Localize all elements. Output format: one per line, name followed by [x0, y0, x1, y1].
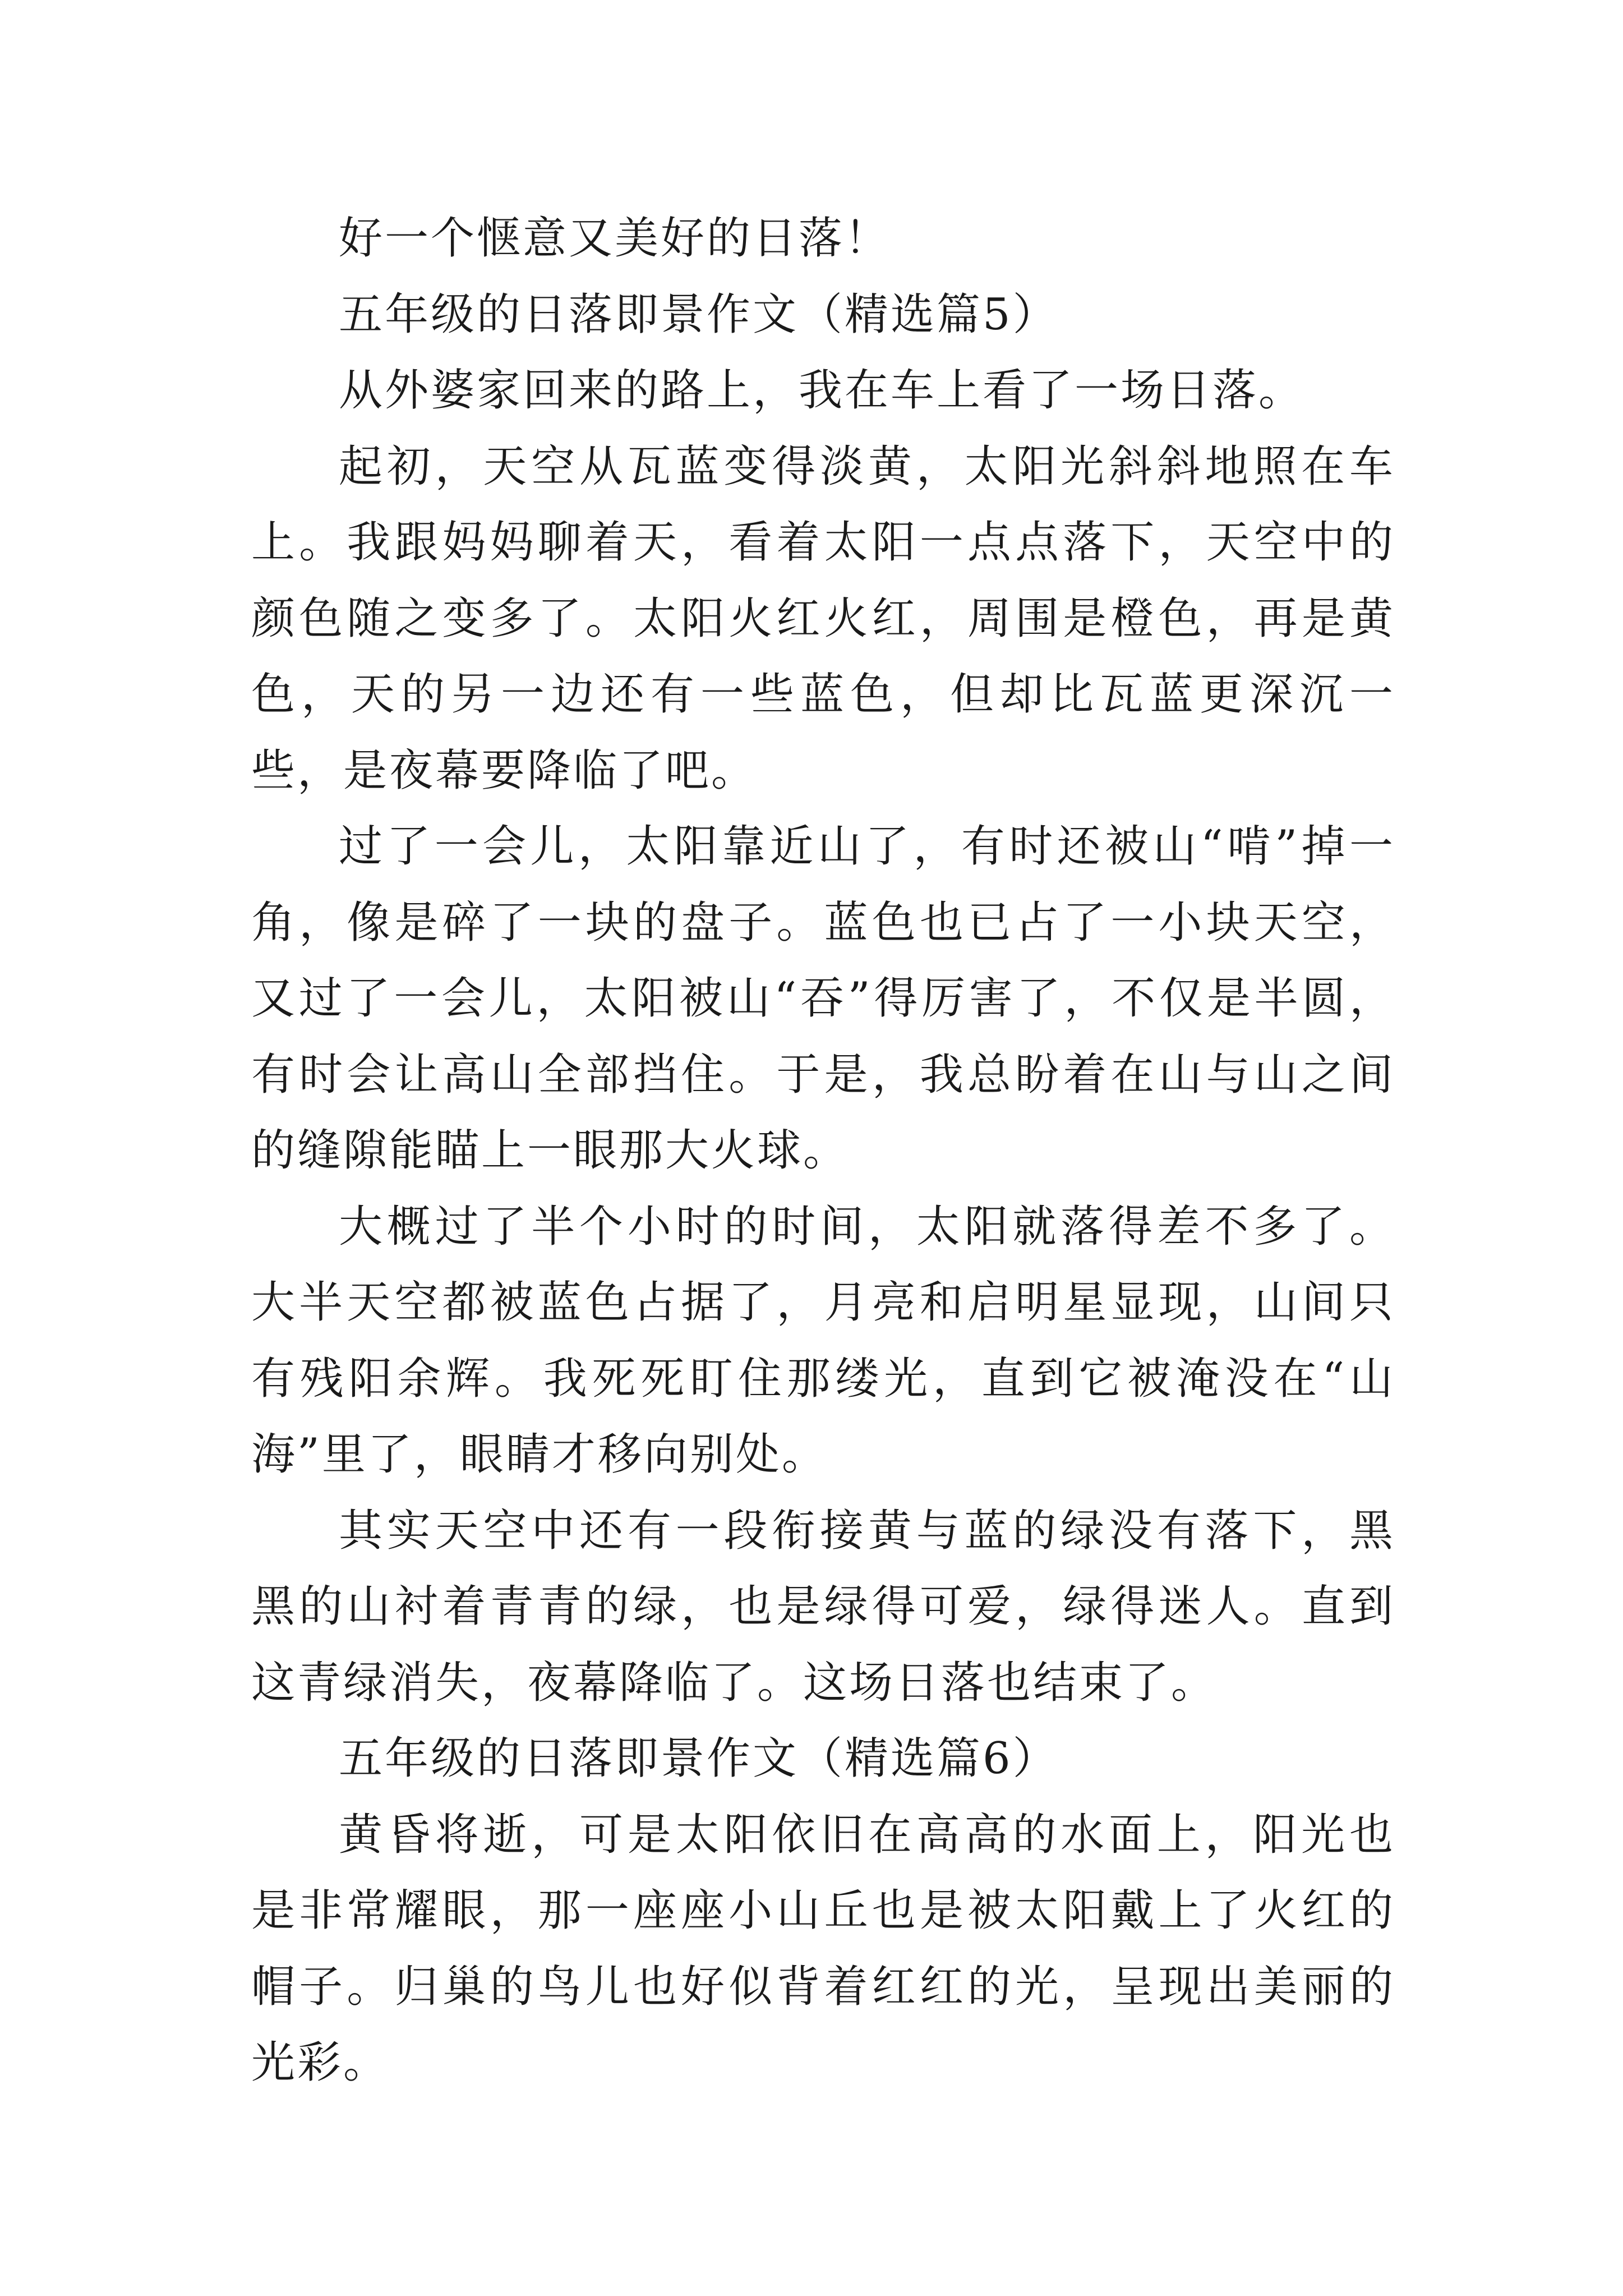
paragraph: 其实天空中还有一段衔接黄与蓝的绿没有落下，黑黑的山衬着青青的绿，也是绿得可爱，绿得迷人。直到这青绿消失，夜幕降临了。这场日落也结束了。: [251, 1505, 1395, 1708]
section-heading-6: 五年级的日落即景作文（精选篇6）: [339, 1733, 1059, 1784]
paragraph: 起初，天空从瓦蓝变得淡黄，太阳光斜斜地照在车上。我跟妈妈聊着天，看着太阳一点点落下，天空中的颜色随之变多了。太阳火红火红，周围是橙色，再是黄色，天的另一边还有一些蓝色，但却比瓦蓝更深沉一些，是夜幕要降临了吧。: [251, 441, 1395, 796]
section-heading-5: 五年级的日落即景作文（精选篇5）: [339, 289, 1059, 340]
paragraph: 从外婆家回来的路上，我在车上看了一场日落。: [339, 365, 1305, 416]
paragraph-closing-line: 好一个惬意又美好的日落！: [339, 213, 891, 264]
paragraph: 大概过了半个小时的时间，太阳就落得差不多了。大半天空都被蓝色占据了，月亮和启明星显现，山间只有残阳余辉。我死死盯住那缕光，直到它被淹没在“山海”里了，眼睛才移向别处。: [251, 1201, 1395, 1480]
paragraph: 黄昏将逝，可是太阳依旧在高高的水面上，阳光也是非常耀眼，那一座座小山丘也是被太阳戴上了火红的帽子。归巢的鸟儿也好似背着红红的光，呈现出美丽的光彩。: [251, 1809, 1395, 2088]
document-body: [251, 201, 1395, 2101]
paragraph: 过了一会儿，太阳靠近山了，有时还被山“啃”掉一角，像是碎了一块的盘子。蓝色也已占了一小块天空，又过了一会儿，太阳被山“吞”得厉害了，不仅是半圆，有时会让高山全部挡住。于是，我总盼着在山与山之间的缝隙能瞄上一眼那大火球。: [251, 821, 1395, 1176]
